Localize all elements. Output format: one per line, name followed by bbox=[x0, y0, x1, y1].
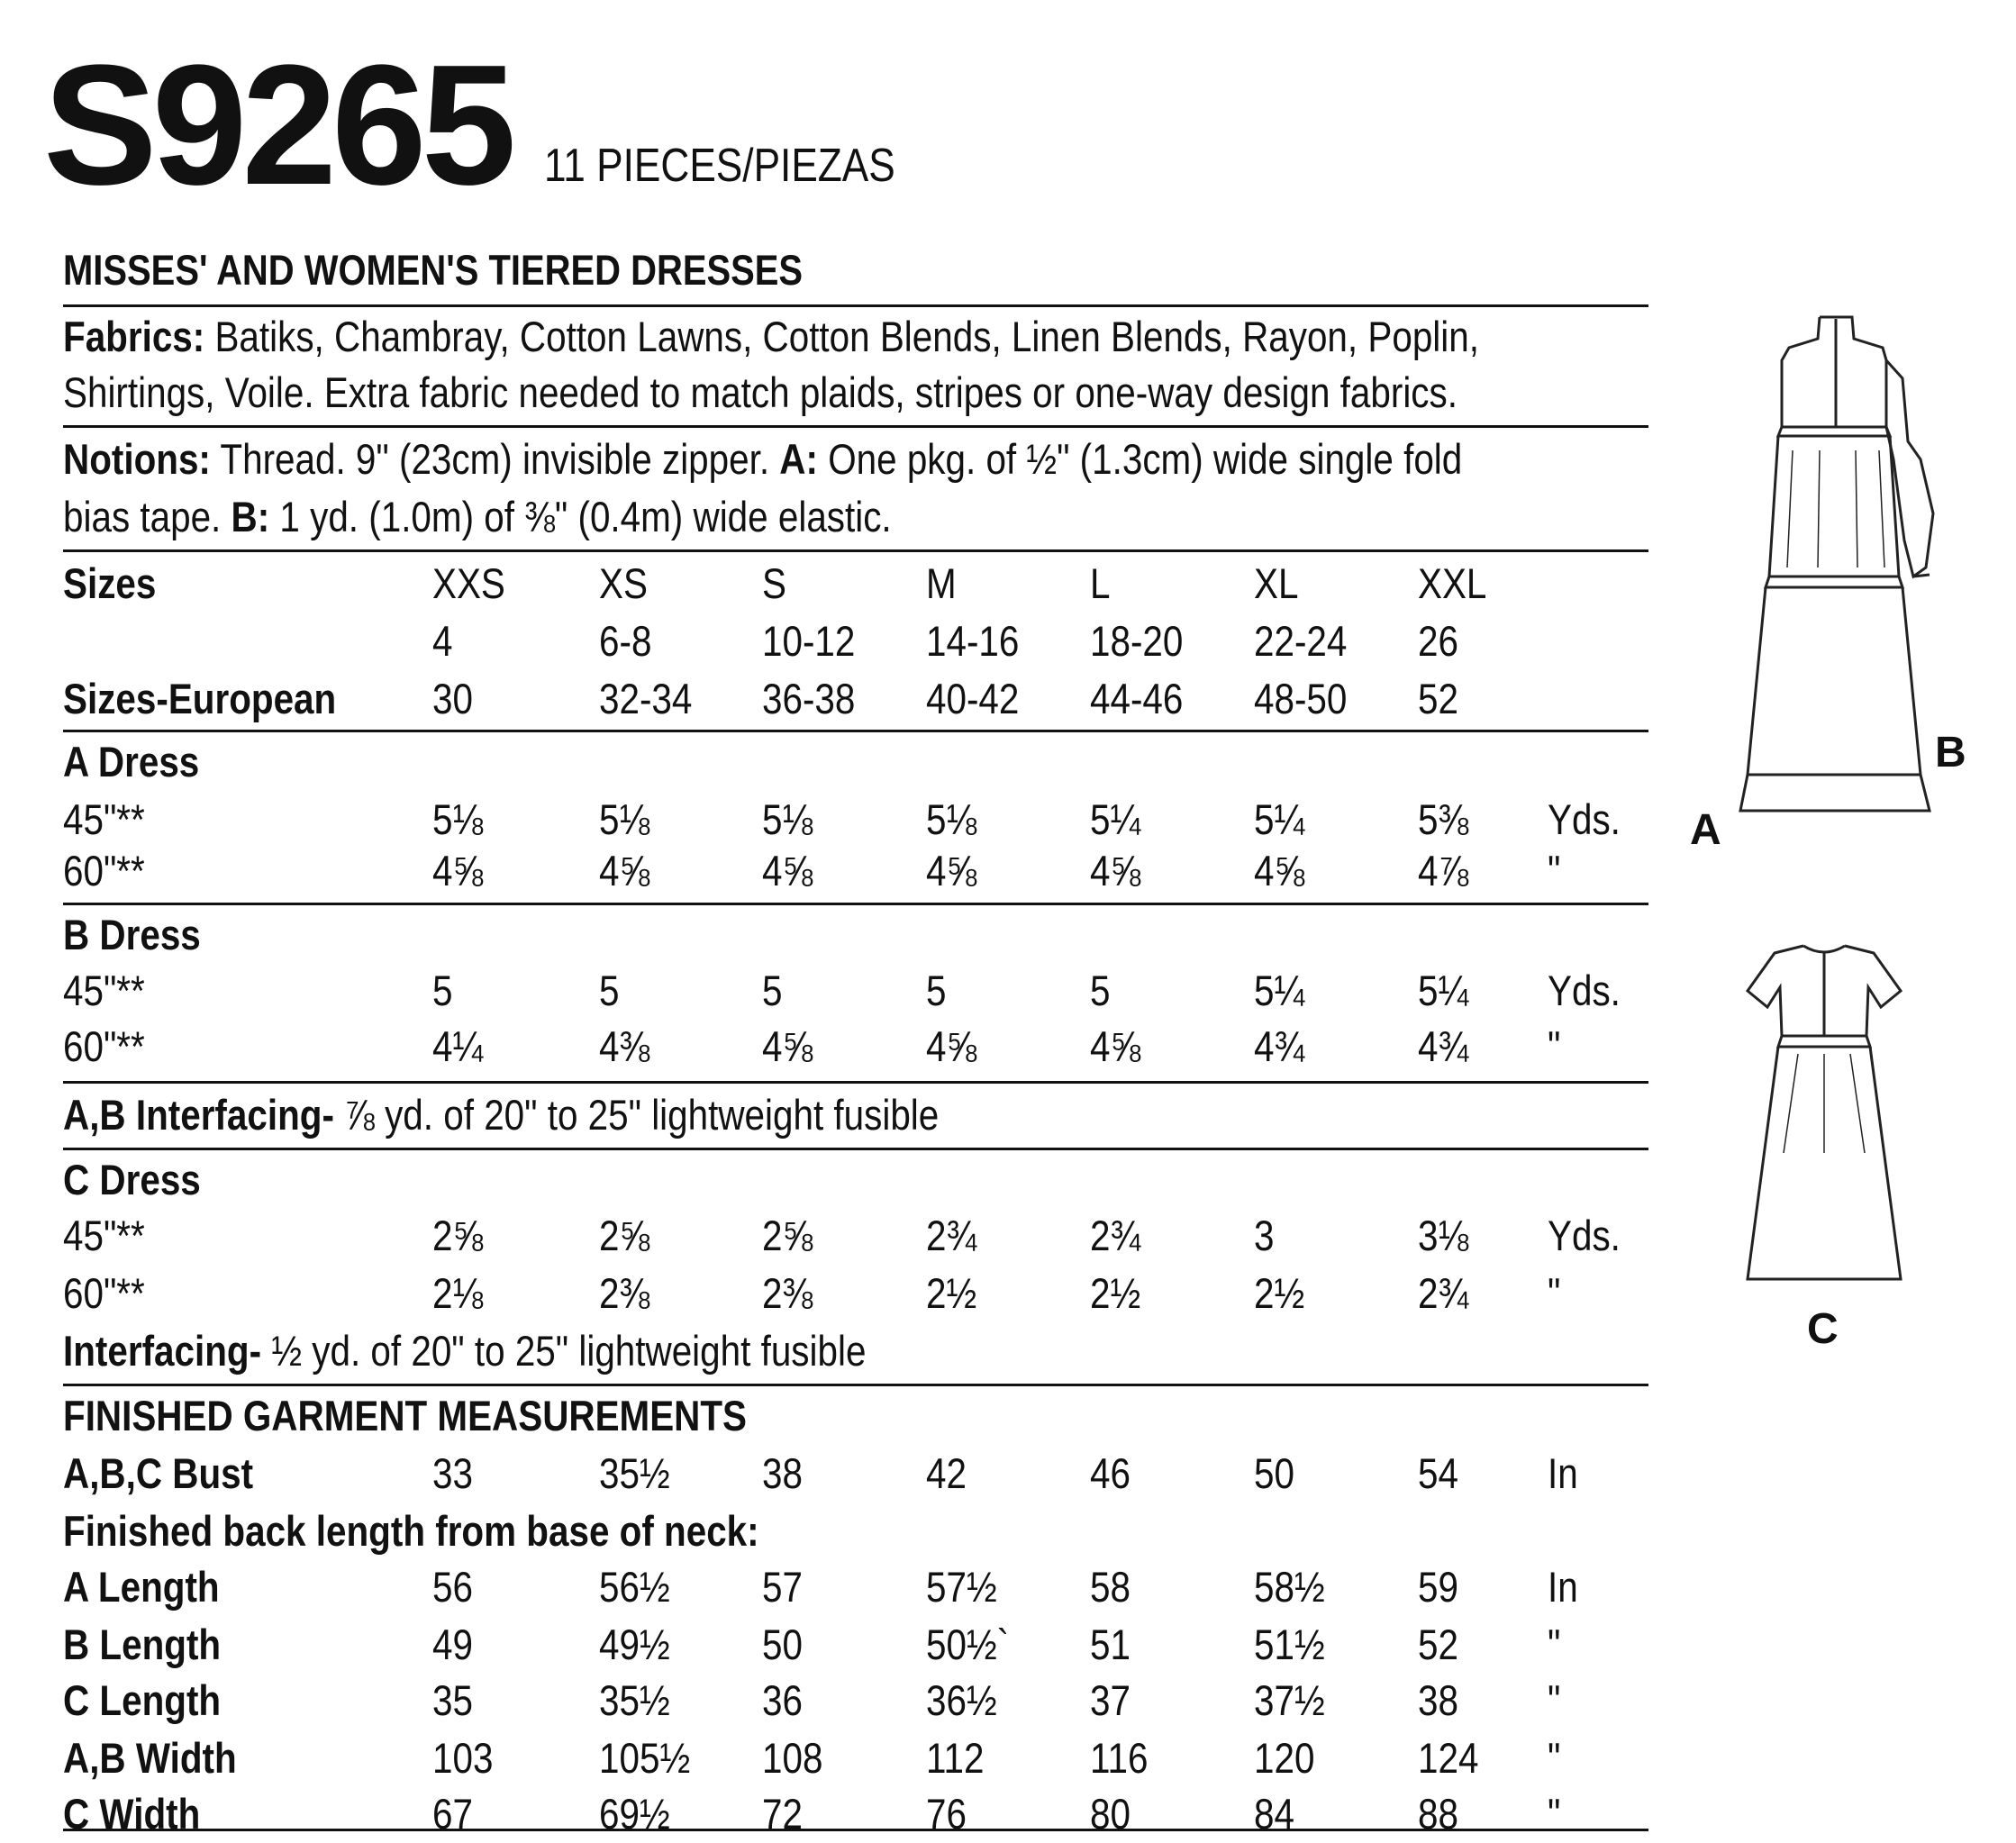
value-cell: 120 bbox=[1254, 1734, 1315, 1782]
value-cell: 50½` bbox=[926, 1621, 1010, 1668]
value-cell: 52 bbox=[1418, 1621, 1458, 1668]
value-cell: 38 bbox=[762, 1449, 803, 1497]
notions-text-c: bias tape. bbox=[63, 493, 232, 540]
value-cell: 105½ bbox=[599, 1734, 691, 1782]
c-length-label: C Length bbox=[63, 1676, 222, 1724]
value-cell: 2½ bbox=[1090, 1269, 1141, 1317]
notions-line-2 bbox=[63, 488, 1427, 546]
value-cell: 5 bbox=[599, 967, 620, 1014]
ab-width-label: A,B Width bbox=[63, 1734, 237, 1782]
value-cell: 18-20 bbox=[1090, 617, 1184, 665]
pattern-subtitle: MISSES' AND WOMEN'S TIERED DRESSES bbox=[63, 246, 804, 294]
value-cell: 30 bbox=[432, 675, 473, 722]
divider bbox=[63, 1829, 1648, 1831]
notions-label: Notions: bbox=[63, 435, 211, 483]
unit-cell: In bbox=[1548, 1563, 1578, 1611]
value-cell: 46 bbox=[1090, 1449, 1131, 1497]
value-cell: 5⅛ bbox=[432, 795, 484, 843]
c-dress-60-label: 60"** bbox=[63, 1269, 145, 1317]
sizes-euro-label: Sizes-European bbox=[63, 675, 337, 722]
sizes-label: Sizes bbox=[63, 559, 157, 607]
c-interfacing-label: Interfacing- bbox=[63, 1327, 262, 1375]
unit-cell: " bbox=[1548, 1676, 1561, 1724]
value-cell: 4¾ bbox=[1254, 1022, 1305, 1070]
value-cell: 4⅝ bbox=[926, 1022, 977, 1070]
figure-label-b: B bbox=[1935, 729, 1966, 776]
value-cell: 116 bbox=[1090, 1734, 1149, 1782]
value-cell: 49½ bbox=[599, 1621, 670, 1668]
divider bbox=[63, 730, 1648, 732]
divider bbox=[63, 1384, 1648, 1386]
divider bbox=[63, 1148, 1648, 1150]
value-cell: 69½ bbox=[599, 1790, 670, 1838]
notions-text-b: One pkg. of ½" (1.3cm) wide single fold bbox=[817, 435, 1463, 483]
fabrics-line-2: Shirtings, Voile. Extra fabric needed to match plaids, stripes or one-way design fabrics. bbox=[63, 368, 1458, 416]
value-cell: 2⅝ bbox=[432, 1212, 484, 1259]
notions-a-label: A: bbox=[779, 435, 818, 483]
value-cell: 2⅝ bbox=[599, 1212, 650, 1259]
c-width-label: C Width bbox=[63, 1790, 201, 1838]
divider bbox=[63, 304, 1648, 307]
divider bbox=[63, 903, 1648, 905]
unit-cell: Yds. bbox=[1548, 1212, 1621, 1259]
value-cell: 51 bbox=[1090, 1621, 1131, 1668]
b-dress-45-label: 45"** bbox=[63, 967, 145, 1014]
value-cell: 5⅜ bbox=[1418, 795, 1469, 843]
value-cell: 54 bbox=[1418, 1449, 1458, 1497]
a-length-label: A Length bbox=[63, 1563, 220, 1611]
value-cell: 4⅜ bbox=[599, 1022, 650, 1070]
value-cell: 2½ bbox=[1254, 1269, 1305, 1317]
value-cell: 37 bbox=[1090, 1676, 1131, 1724]
value-cell: 22-24 bbox=[1254, 617, 1348, 665]
value-cell: 59 bbox=[1418, 1563, 1458, 1611]
value-cell: 38 bbox=[1418, 1676, 1458, 1724]
a-dress-60-label: 60"** bbox=[63, 847, 145, 894]
value-cell: 32-34 bbox=[599, 675, 693, 722]
value-cell: 5 bbox=[1090, 967, 1111, 1014]
value-cell: 108 bbox=[762, 1734, 823, 1782]
finished-title: FINISHED GARMENT MEASUREMENTS bbox=[63, 1392, 748, 1439]
divider bbox=[63, 549, 1648, 552]
value-cell: XXS bbox=[432, 559, 505, 607]
dress-ab-illustration bbox=[1694, 306, 1964, 829]
value-cell: 56½ bbox=[599, 1563, 670, 1611]
value-cell: 36½ bbox=[926, 1676, 997, 1724]
value-cell: 4⅝ bbox=[432, 847, 484, 894]
value-cell: 42 bbox=[926, 1449, 967, 1497]
value-cell: 6-8 bbox=[599, 617, 652, 665]
value-cell: 4 bbox=[432, 617, 453, 665]
value-cell: 3 bbox=[1254, 1212, 1275, 1259]
figure-label-a: A bbox=[1690, 806, 1721, 854]
c-dress-title: C Dress bbox=[63, 1156, 201, 1203]
value-cell: 35½ bbox=[599, 1676, 670, 1724]
value-cell: 56 bbox=[432, 1563, 473, 1611]
value-cell: 35 bbox=[432, 1676, 473, 1724]
value-cell: XL bbox=[1254, 559, 1299, 607]
b-length-label: B Length bbox=[63, 1621, 222, 1668]
unit-cell: " bbox=[1548, 1734, 1561, 1782]
value-cell: 4⅞ bbox=[1418, 847, 1469, 894]
notions-text-d: 1 yd. (1.0m) of ⅜" (0.4m) wide elastic. bbox=[269, 493, 892, 540]
value-cell: 50 bbox=[1254, 1449, 1294, 1497]
unit-cell: In bbox=[1548, 1449, 1578, 1497]
value-cell: 36-38 bbox=[762, 675, 856, 722]
value-cell: 2¾ bbox=[1418, 1269, 1469, 1317]
value-cell: 5 bbox=[926, 967, 947, 1014]
ab-interfacing bbox=[63, 1086, 939, 1144]
pattern-number: S9265 bbox=[43, 30, 512, 221]
value-cell: 4¼ bbox=[432, 1022, 484, 1070]
value-cell: 4⅝ bbox=[926, 847, 977, 894]
value-cell: S bbox=[762, 559, 786, 607]
value-cell: 4⅝ bbox=[1254, 847, 1305, 894]
value-cell: 4⅝ bbox=[1090, 1022, 1141, 1070]
unit-cell: " bbox=[1548, 1621, 1561, 1668]
value-cell: M bbox=[926, 559, 957, 607]
value-cell: XS bbox=[599, 559, 648, 607]
value-cell: 76 bbox=[926, 1790, 967, 1838]
back-length-label: Finished back length from base of neck: bbox=[63, 1507, 759, 1555]
value-cell: 2½ bbox=[926, 1269, 977, 1317]
unit-cell: " bbox=[1548, 847, 1561, 894]
value-cell: 37½ bbox=[1254, 1676, 1325, 1724]
pieces-count: 11 PIECES/PIEZAS bbox=[544, 140, 895, 192]
dress-c-illustration bbox=[1721, 937, 1928, 1297]
value-cell: 33 bbox=[432, 1449, 473, 1497]
a-dress-title: A Dress bbox=[63, 738, 200, 785]
bust-label: A,B,C Bust bbox=[63, 1449, 254, 1497]
value-cell: 4⅝ bbox=[1090, 847, 1141, 894]
value-cell: 2⅜ bbox=[762, 1269, 813, 1317]
ab-interfacing-text: ⅞ yd. of 20" to 25" lightweight fusible bbox=[333, 1091, 940, 1139]
value-cell: 112 bbox=[926, 1734, 985, 1782]
value-cell: 5⅛ bbox=[762, 795, 813, 843]
value-cell: 3⅛ bbox=[1418, 1212, 1469, 1259]
figure-label-c: C bbox=[1807, 1305, 1839, 1353]
value-cell: 103 bbox=[432, 1734, 494, 1782]
value-cell: 5¼ bbox=[1418, 967, 1469, 1014]
value-cell: 58 bbox=[1090, 1563, 1131, 1611]
value-cell: 26 bbox=[1418, 617, 1458, 665]
value-cell: 72 bbox=[762, 1790, 803, 1838]
notions-text-a: Thread. 9" (23cm) invisible zipper. bbox=[210, 435, 780, 483]
value-cell: 52 bbox=[1418, 675, 1458, 722]
value-cell: 10-12 bbox=[762, 617, 856, 665]
value-cell: 84 bbox=[1254, 1790, 1294, 1838]
unit-cell: Yds. bbox=[1548, 967, 1621, 1014]
value-cell: 36 bbox=[762, 1676, 803, 1724]
value-cell: 5 bbox=[432, 967, 453, 1014]
value-cell: 2⅝ bbox=[762, 1212, 813, 1259]
ab-interfacing-label: A,B Interfacing- bbox=[63, 1091, 334, 1139]
value-cell: 49 bbox=[432, 1621, 473, 1668]
value-cell: 35½ bbox=[599, 1449, 670, 1497]
value-cell: 48-50 bbox=[1254, 675, 1348, 722]
value-cell: 57 bbox=[762, 1563, 803, 1611]
fabrics-line-1 bbox=[63, 308, 1479, 366]
value-cell: 5 bbox=[762, 967, 783, 1014]
unit-cell: Yds. bbox=[1548, 795, 1621, 843]
value-cell: 40-42 bbox=[926, 675, 1020, 722]
value-cell: 2⅜ bbox=[599, 1269, 650, 1317]
unit-cell: " bbox=[1548, 1790, 1561, 1838]
value-cell: 80 bbox=[1090, 1790, 1131, 1838]
value-cell: 4⅝ bbox=[599, 847, 650, 894]
value-cell: 124 bbox=[1418, 1734, 1479, 1782]
value-cell: 5¼ bbox=[1254, 795, 1305, 843]
value-cell: 4¾ bbox=[1418, 1022, 1469, 1070]
value-cell: 88 bbox=[1418, 1790, 1458, 1838]
c-interfacing bbox=[63, 1322, 866, 1380]
fabrics-text: Batiks, Chambray, Cotton Lawns, Cotton Blends, Linen Blends, Rayon, Poplin, bbox=[204, 313, 1479, 360]
fabrics-label: Fabrics: bbox=[63, 313, 205, 360]
value-cell: 5¼ bbox=[1090, 795, 1141, 843]
value-cell: 51½ bbox=[1254, 1621, 1325, 1668]
value-cell: 2¾ bbox=[1090, 1212, 1141, 1259]
value-cell: 4⅝ bbox=[762, 1022, 813, 1070]
a-dress-45-label: 45"** bbox=[63, 795, 145, 843]
notions-line-1 bbox=[63, 431, 1463, 488]
value-cell: 14-16 bbox=[926, 617, 1020, 665]
b-dress-60-label: 60"** bbox=[63, 1022, 145, 1070]
value-cell: 50 bbox=[762, 1621, 803, 1668]
value-cell: 2⅛ bbox=[432, 1269, 484, 1317]
notions-b-label: B: bbox=[231, 493, 270, 540]
value-cell: 44-46 bbox=[1090, 675, 1184, 722]
value-cell: XXL bbox=[1418, 559, 1487, 607]
value-cell: L bbox=[1090, 559, 1111, 607]
value-cell: 57½ bbox=[926, 1563, 997, 1611]
b-dress-title: B Dress bbox=[63, 911, 201, 958]
value-cell: 5⅛ bbox=[926, 795, 977, 843]
value-cell: 5⅛ bbox=[599, 795, 650, 843]
c-dress-45-label: 45"** bbox=[63, 1212, 145, 1259]
value-cell: 58½ bbox=[1254, 1563, 1325, 1611]
value-cell: 5¼ bbox=[1254, 967, 1305, 1014]
value-cell: 67 bbox=[432, 1790, 473, 1838]
value-cell: 2¾ bbox=[926, 1212, 977, 1259]
divider bbox=[63, 425, 1648, 428]
unit-cell: " bbox=[1548, 1269, 1561, 1317]
divider bbox=[63, 1081, 1648, 1084]
c-interfacing-text: ½ yd. of 20" to 25" lightweight fusible bbox=[261, 1327, 867, 1375]
unit-cell: " bbox=[1548, 1022, 1561, 1070]
value-cell: 4⅝ bbox=[762, 847, 813, 894]
